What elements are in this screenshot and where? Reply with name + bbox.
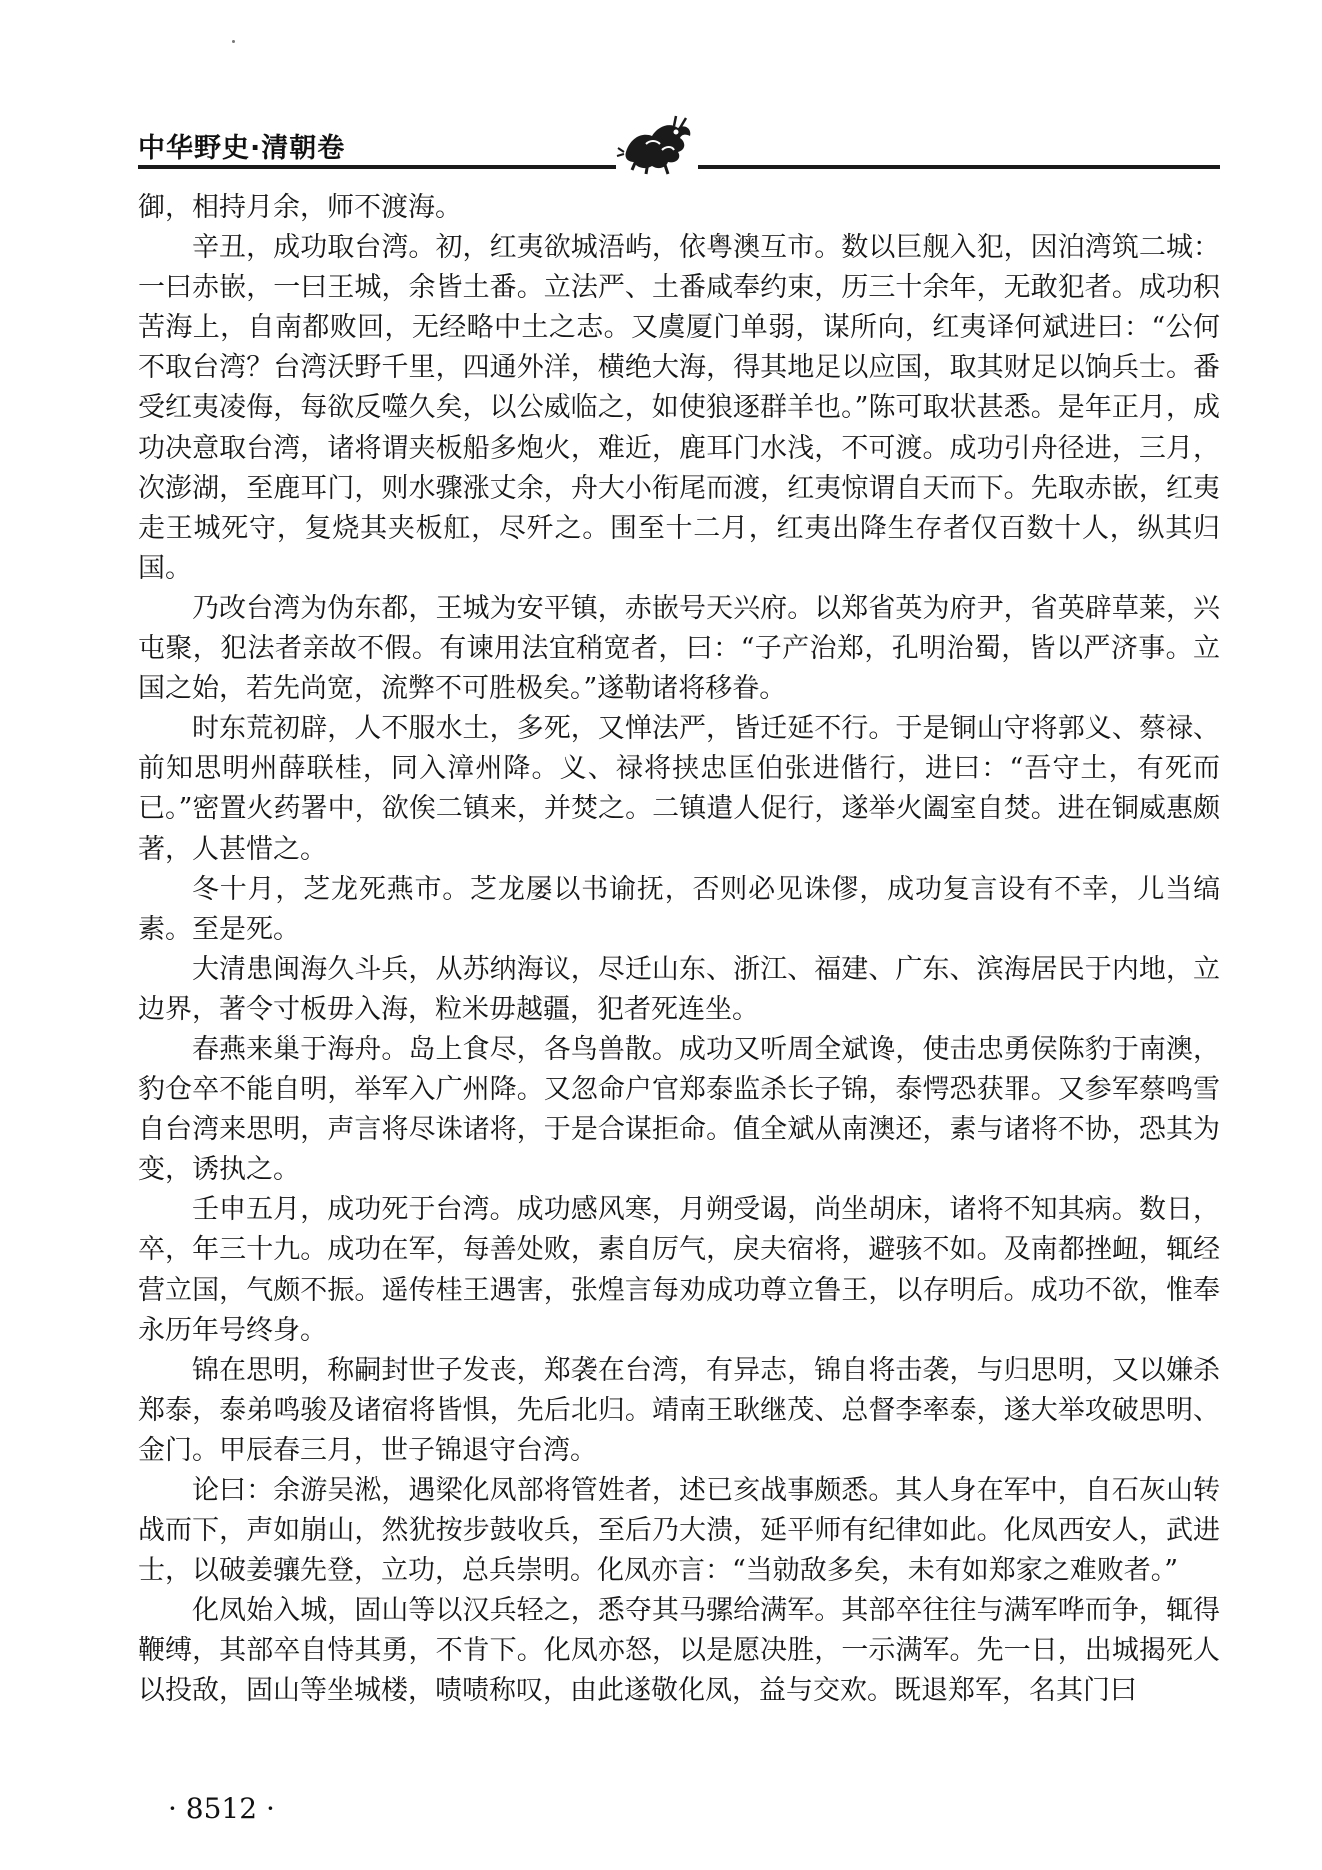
paragraph: 大清患闽海久斗兵，从苏纳海议，尽迁山东、浙江、福建、广东、滨海居民于内地，立边界，著令寸板毋入海，粒米毋越疆，犯者死连坐。 <box>138 953 1220 1025</box>
book-title: 中华野史·清朝卷 <box>138 133 346 164</box>
paragraph: 御，相持月余，师不渡海。 <box>138 192 462 223</box>
paragraph: 锦在思明，称嗣封世子发丧，郑袭在台湾，有异志，锦自将击袭，与归思明，又以嫌杀郑泰，泰弟鸣骏及诸宿将皆惧，先后北归。靖南王耿继茂、总督李率泰，遂大举攻破思明、金门。甲辰春三月，世子锦退守台湾。 <box>138 1354 1220 1466</box>
running-header <box>138 112 1218 182</box>
paragraph: 乃改台湾为伪东都，王城为安平镇，赤嵌号天兴府。以郑省英为府尹，省英辟草莱，兴屯聚，犯法者亲故不假。有谏用法宜稍宽者，曰：“子产治郑，孔明治蜀，皆以严济事。立国之始，若先尚宽，流弊不可胜极矣。”遂勒诸将移眷。 <box>138 592 1220 705</box>
scan-speck <box>232 40 235 43</box>
paragraph: 冬十月，芝龙死燕市。芝龙屡以书谕抚，否则必见诛僇，成功复言设有不幸，儿当缟素。至是死。 <box>138 873 1220 945</box>
dragon-emblem-icon <box>616 112 698 178</box>
paragraph: 时东荒初辟，人不服水土，多死，又惮法严，皆迁延不行。于是铜山守将郭义、蔡禄、前知思明州薛联桂，同入漳州降。义、禄将挟忠匡伯张进偕行，进曰：“吾守土，有死而已。”密置火药署中，欲俟二镇来，并焚之。二镇遣人促行，遂举火阖室自焚。进在铜威惠颇著，人甚惜之。 <box>138 713 1220 865</box>
paragraph: 春燕来巢于海舟。岛上食尽，各鸟兽散。成功又听周全斌谗，使击忠勇侯陈豹于南澳，豹仓卒不能自明，举军入广州降。又忽命户官郑泰监杀长子锦，泰愕恐获罪。又参军蔡鸣雪自台湾来思明，声言将尽诛诸将，于是合谋拒命。值全斌从南澳还，素与诸将不协，恐其为变，诱执之。 <box>138 1033 1220 1186</box>
paragraph: 化凤始入城，固山等以汉兵轻之，悉夺其马骡给满军。其部卒往往与满军哗而争，辄得鞭缚，其部卒自恃其勇，不肯下。化凤亦怒，以是愿决胜，一示满军。先一日，出城揭死人以投敌，固山等坐城楼，啧啧称叹，由此遂敬化凤，益与交欢。既退郑军，名其门曰 <box>138 1595 1220 1707</box>
page-number: · 8512 · <box>168 1792 275 1825</box>
body-text <box>138 188 1220 1712</box>
paragraph: 辛丑，成功取台湾。初，红夷欲城浯屿，依粤澳互市。数以巨舰入犯，因泊湾筑二城：一曰赤嵌，一曰王城，余皆土番。立法严、土番咸奉约束，历三十余年，无敢犯者。成功积苦海上，自南都败回，无经略中土之志。又虞厦门单弱，谋所向，红夷译何斌进曰：“公何不取台湾？台湾沃野千里，四通外洋，横绝大海，得其地足以应国，取其财足以饷兵士。番受红夷凌侮，每欲反噬久矣，以公威临之，如使狼逐群羊也。”陈可取状甚悉。是年正月，成功决意取台湾，诸将谓夹板船多炮火，难近，鹿耳门水浅，不可渡。成功引舟径进，三月，次澎湖，至鹿耳门，则水骤涨丈余，舟大小衔尾而渡，红夷惊谓自天而下。先取赤嵌，红夷走王城死守，复烧其夹板舡，尽歼之。围至十二月，红夷出降生存者仅百数十人，纵其归国。 <box>138 232 1220 584</box>
paragraph: 论曰：余游吴淞，遇梁化凤部将管姓者，述已亥战事颇悉。其人身在军中，自石灰山转战而下，声如崩山，然犹按步鼓收兵，至后乃大溃，延平师有纪律如此。化凤西安人，武进士，以破姜骧先登，立功，总兵崇明。化凤亦言：“当勍敌多矣，未有如郑家之难败者。” <box>138 1475 1220 1587</box>
paragraph: 壬申五月，成功死于台湾。成功感风寒，月朔受谒，尚坐胡床，诸将不知其病。数日，卒，年三十九。成功在军，每善处败，素自厉气，戾夫宿将，避骇不如。及南都挫衄，辄经营立国，气颇不振。遥传桂王遇害，张煌言每劝成功尊立鲁王，以存明后。成功不欲，惟奉永历年号终身。 <box>138 1194 1220 1346</box>
